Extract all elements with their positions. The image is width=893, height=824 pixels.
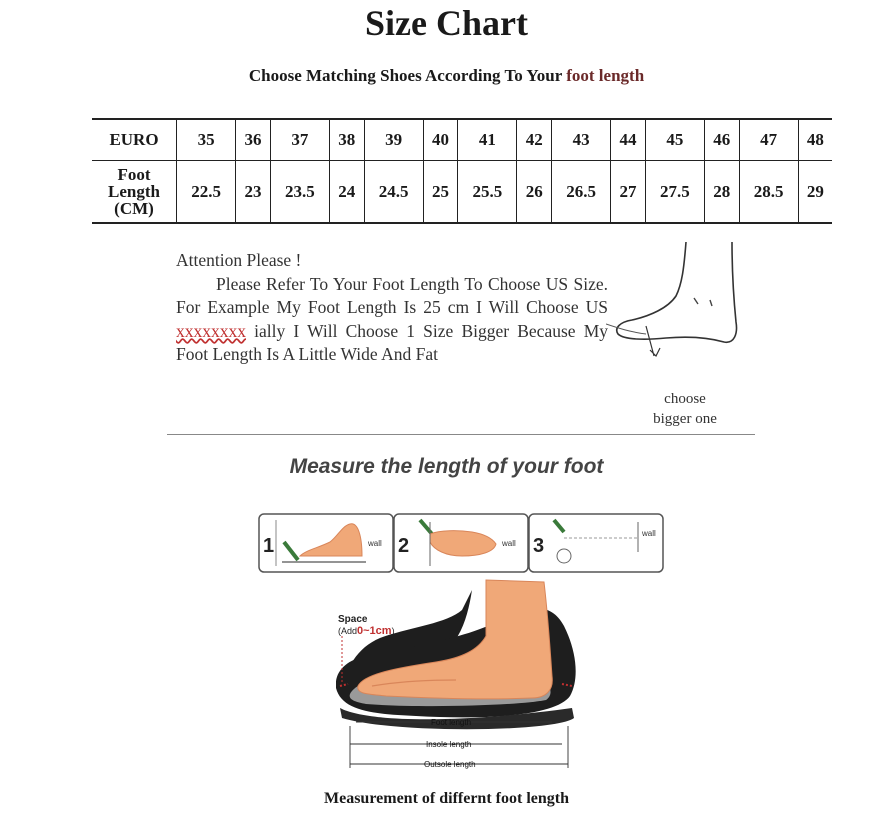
foot-length-cell: 29 <box>798 161 832 224</box>
attention-note <box>176 249 608 367</box>
outsole-length-label: Outsole length <box>424 760 476 769</box>
subtitle <box>0 66 893 86</box>
euro-cell: 37 <box>270 119 329 161</box>
space-label: Space <box>338 614 368 625</box>
section-divider <box>167 434 755 435</box>
foot-length-cell: 28.5 <box>739 161 798 224</box>
space-detail-suffix: ) <box>391 626 395 636</box>
foot-length-cell: 23.5 <box>270 161 329 224</box>
euro-cell: 45 <box>645 119 704 161</box>
foot-length-cell: 26 <box>517 161 552 224</box>
euro-cell: 48 <box>798 119 832 161</box>
foot-length-label: Foot length <box>431 718 472 727</box>
measure-heading: Measure the length of your foot <box>289 455 604 478</box>
step-1-number: 1 <box>263 535 275 557</box>
euro-cell: 40 <box>423 119 458 161</box>
foot-length-cell: 25.5 <box>458 161 517 224</box>
foot-length-cell: 24 <box>329 161 364 224</box>
foot-side-sketch-icon <box>606 238 746 358</box>
choose-bigger-line: bigger one <box>653 411 717 427</box>
step-2-number: 2 <box>398 535 410 557</box>
step-2-wall-label: wall <box>502 539 516 548</box>
attention-body <box>176 273 608 367</box>
foot-length-cell: 28 <box>704 161 739 224</box>
subtitle-highlight: foot length <box>566 66 645 85</box>
attention-text-part2: ially I Will Choose 1 Size Bigger Because My Foot Length Is A Little Wide And Fat <box>176 320 608 364</box>
space-detail-prefix: (Add <box>338 626 358 636</box>
foot-length-row <box>92 161 832 224</box>
attention-heading: Attention Please ! <box>176 250 302 270</box>
step-1-wall-label: wall <box>368 539 382 548</box>
foot-length-header-line: Length <box>108 182 160 201</box>
euro-cell: 38 <box>329 119 364 161</box>
euro-cell: 46 <box>704 119 739 161</box>
euro-cell: 43 <box>552 119 611 161</box>
euro-row <box>92 119 832 161</box>
redacted-size: xxxxxxxx <box>176 320 246 341</box>
space-detail-range: 0~1cm <box>357 625 392 637</box>
foot-length-header-line: Foot <box>117 165 151 184</box>
foot-length-cell: 26.5 <box>552 161 611 224</box>
shoe-measurement-diagram <box>336 576 582 776</box>
foot-length-cell: 27.5 <box>645 161 704 224</box>
foot-length-cell: 27 <box>611 161 646 224</box>
euro-cell: 35 <box>177 119 236 161</box>
step-3-panel <box>529 514 663 572</box>
foot-length-header-line: (CM) <box>114 199 154 218</box>
page-title: Size Chart <box>365 3 528 43</box>
measure-steps-strip <box>258 512 664 574</box>
step-3-wall-label: wall <box>642 529 656 538</box>
size-table <box>92 118 832 224</box>
euro-cell: 39 <box>364 119 423 161</box>
insole-length-label: Insole length <box>426 740 472 749</box>
euro-cell: 44 <box>611 119 646 161</box>
space-detail <box>338 625 395 637</box>
euro-cell: 42 <box>517 119 552 161</box>
foot-length-row-header <box>92 161 177 224</box>
foot-length-cell: 23 <box>236 161 271 224</box>
euro-row-header: EURO <box>92 119 177 161</box>
euro-cell: 41 <box>458 119 517 161</box>
foot-length-cell: 22.5 <box>177 161 236 224</box>
choose-bigger-line: choose <box>664 391 706 407</box>
euro-cell: 36 <box>236 119 271 161</box>
foot-length-cell: 25 <box>423 161 458 224</box>
foot-length-cell: 24.5 <box>364 161 423 224</box>
attention-text-part1: Please Refer To Your Foot Length To Choose US Size. For Example My Foot Length Is 25 cm I Will Choose US <box>176 273 608 317</box>
euro-cell: 47 <box>739 119 798 161</box>
step-3-number: 3 <box>533 535 545 557</box>
subtitle-prefix: Choose Matching Shoes According To Your <box>248 66 567 85</box>
diagram-caption: Measurement of differnt foot length <box>324 790 569 807</box>
choose-bigger-note <box>640 389 730 429</box>
